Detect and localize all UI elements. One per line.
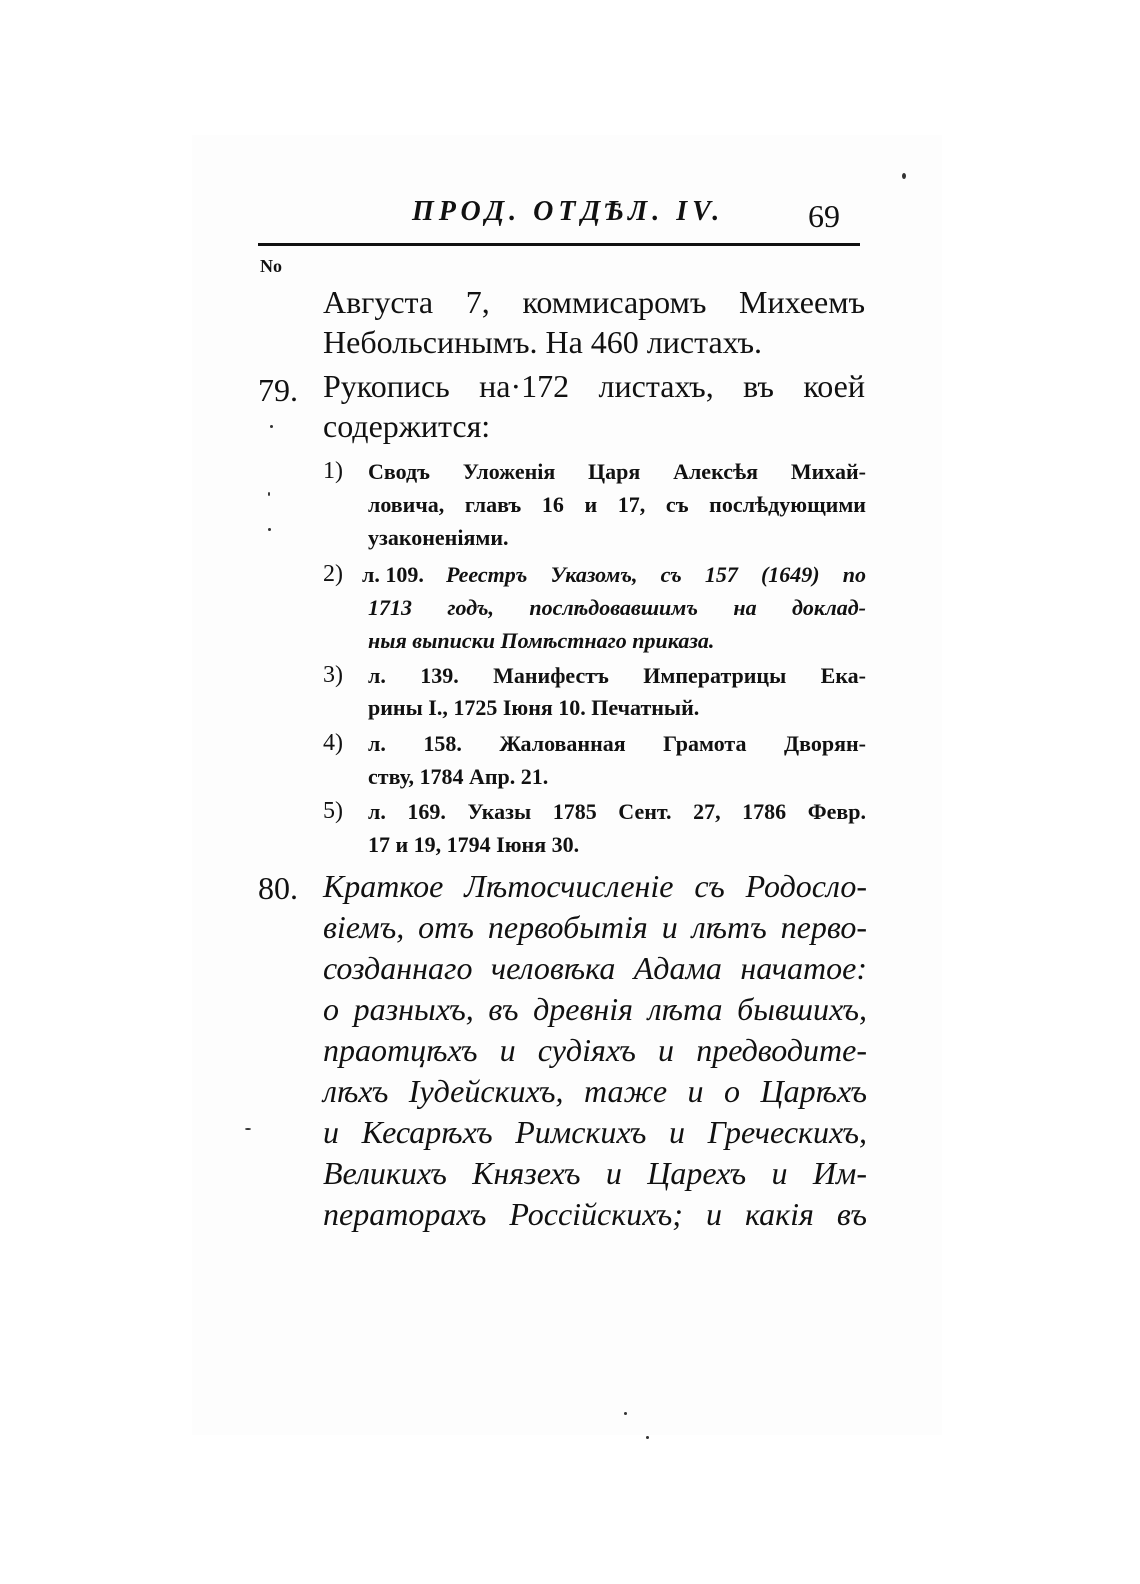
page-number: 69 bbox=[808, 198, 840, 234]
subitem-5-number: 5) bbox=[323, 798, 343, 824]
entry-80-line-4: о разныхъ, въ древнія лѣта бывшихъ, bbox=[323, 991, 867, 1027]
subitem-3-line-1: л. 139. Манифестъ Императрицы Ека- bbox=[368, 663, 866, 688]
subitem-4-line-1: л. 158. Жалованная Грамота Дворян- bbox=[368, 731, 866, 756]
entry-80-line-7: и Кесарѣхъ Римскихъ и Греческихъ, bbox=[323, 1114, 867, 1150]
scan-speck bbox=[646, 1436, 649, 1439]
subitem-2-line-3: ныя выписки Помѣстнаго приказа. bbox=[368, 628, 715, 653]
subitem-1-line-1: Сводъ Уложенія Царя Алексѣя Михай- bbox=[368, 459, 866, 484]
subitem-4-line-2: ству, 1784 Апр. 21. bbox=[368, 764, 549, 789]
entry-80-line-1: Краткое Лѣтосчисленіе съ Родосло- bbox=[323, 868, 867, 904]
entry-80-number: 80. bbox=[258, 870, 298, 906]
entry-80-line-5: праотцѣхъ и судіяхъ и предводите- bbox=[323, 1032, 867, 1068]
running-header: ПРОД. ОТДѢЛ. IV. bbox=[412, 196, 725, 227]
entry-80-line-8: Великихъ Князехъ и Царехъ и Им- bbox=[323, 1155, 867, 1191]
subitem-5-line-2: 17 и 19, 1794 Іюня 30. bbox=[368, 832, 580, 857]
continuation-line-1: Августа 7, коммисаромъ Михеемъ bbox=[323, 284, 865, 320]
number-column-label: No bbox=[260, 256, 282, 276]
subitem-1-line-3: узаконеніями. bbox=[368, 525, 509, 550]
scan-speck bbox=[624, 1412, 627, 1415]
subitem-2-number: 2) bbox=[323, 561, 343, 587]
subitem-2-prefix: л. 109. bbox=[362, 562, 424, 587]
scan-speck bbox=[902, 173, 906, 179]
subitem-2-line-1: Реестръ Указомъ, съ 157 (1649) по bbox=[446, 562, 866, 587]
entry-80-line-6: лѣхъ Іудейскихъ, таже и о Царѣхъ bbox=[323, 1073, 867, 1109]
entry-80-line-9: ператорахъ Россійскихъ; и какія въ bbox=[323, 1196, 867, 1232]
subitem-2-line-2: 1713 годъ, послѣдовавшимъ на доклад- bbox=[368, 595, 866, 620]
subitem-1-number: 1) bbox=[323, 458, 343, 484]
entry-79-number: 79. bbox=[258, 372, 298, 408]
header-rule bbox=[258, 243, 860, 246]
scan-speck bbox=[268, 528, 271, 531]
subitem-4-number: 4) bbox=[323, 730, 343, 756]
subitem-3-number: 3) bbox=[323, 662, 343, 688]
entry-79-line-2: содержится: bbox=[323, 408, 491, 444]
entry-80-line-3: созданнаго человѣка Адама начатое: bbox=[323, 950, 867, 986]
subitem-3-line-2: рины I., 1725 Іюня 10. Печатный. bbox=[368, 695, 700, 720]
entry-80-line-2: віемъ, отъ первобытія и лѣтъ перво- bbox=[323, 909, 867, 945]
subitem-1-line-2: ловича, главъ 16 и 17, съ послѣдующими bbox=[368, 492, 866, 517]
continuation-line-2: Небольсинымъ. На 460 листахъ. bbox=[323, 324, 762, 360]
scan-speck bbox=[245, 1128, 251, 1130]
scan-speck bbox=[268, 492, 270, 496]
entry-79-line-1: Рукопись на·172 листахъ, въ коей bbox=[323, 368, 865, 404]
subitem-5-line-1: л. 169. Указы 1785 Сент. 27, 1786 Февр. bbox=[368, 799, 866, 824]
scan-speck bbox=[270, 425, 273, 428]
